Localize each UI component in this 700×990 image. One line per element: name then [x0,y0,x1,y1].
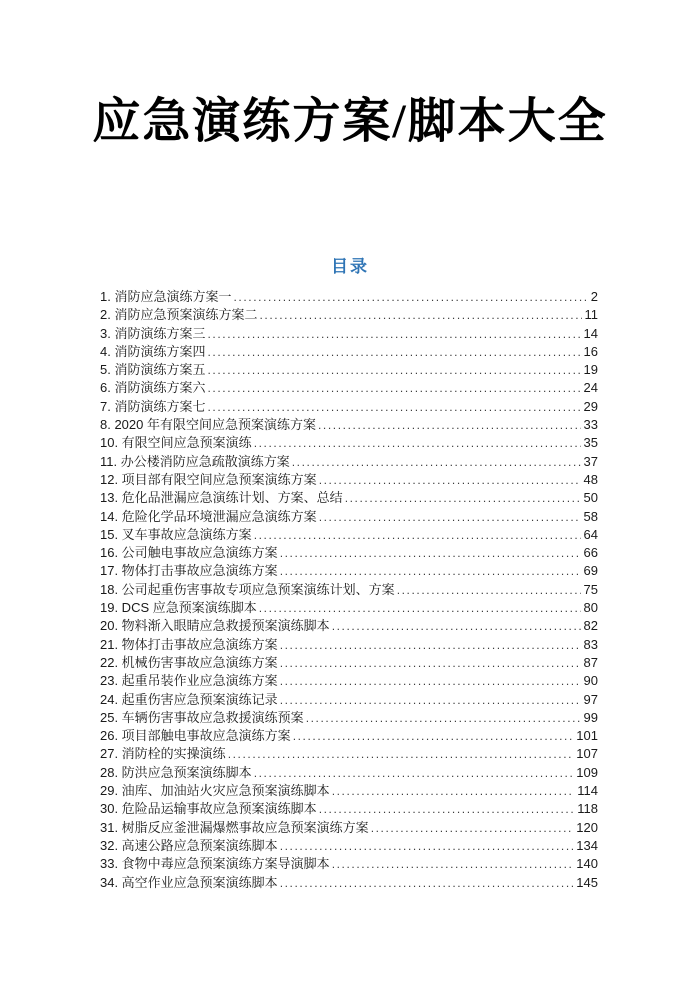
toc-item[interactable] [100,361,598,379]
toc-item[interactable] [100,434,598,452]
toc-item-label: 32. 高速公路应急预案演练脚本 [100,837,278,853]
toc-heading: 目录 [331,257,369,276]
toc-leader-dots [259,306,581,324]
toc-item-label: 17. 物体打击事故应急演练方案 [100,563,278,579]
toc-item[interactable] [100,325,598,343]
toc-item[interactable] [100,508,598,526]
toc-item[interactable] [100,617,598,635]
toc-leader-dots [254,434,581,452]
toc-page-number: 83 [583,636,598,652]
toc-item[interactable] [100,544,598,562]
toc-leader-dots [280,691,581,709]
toc-page-number: 19 [583,362,598,378]
toc-item[interactable] [100,800,598,818]
toc-item[interactable] [100,581,598,599]
toc-item[interactable] [100,562,598,580]
toc-page-number: 50 [583,490,598,506]
toc-leader-dots [280,672,581,690]
toc-item-label: 34. 高空作业应急预案演练脚本 [100,874,278,890]
toc-item[interactable] [100,782,598,800]
toc-leader-dots [207,379,580,397]
toc-item[interactable] [100,398,598,416]
toc-leader-dots [280,636,581,654]
toc-item[interactable] [100,837,598,855]
toc-item[interactable] [100,874,598,892]
toc-page-number: 29 [583,398,598,414]
toc-leader-dots [319,800,575,818]
toc-page-number: 75 [583,581,598,597]
toc-item[interactable] [100,819,598,837]
toc-item-label: 6. 消防演练方案六 [100,380,206,396]
toc-item-label: 21. 物体打击事故应急演练方案 [100,636,278,652]
toc-page-number: 33 [583,417,598,433]
toc-page-number: 90 [583,673,598,689]
toc-item-label: 13. 危化品泄漏应急演练计划、方案、总结 [100,490,343,506]
toc-item[interactable] [100,745,598,763]
toc-item-label: 3. 消防演练方案三 [100,325,206,341]
toc-page-number: 24 [583,380,598,396]
toc-leader-dots [254,764,574,782]
toc-item[interactable] [100,654,598,672]
toc-item[interactable] [100,453,598,471]
toc-page-number: 97 [583,691,598,707]
toc-leader-dots [207,398,580,416]
toc-page-number: 58 [583,508,598,524]
toc-item-label: 1. 消防应急演练方案一 [100,289,232,304]
toc-page-number: 87 [583,654,598,670]
toc-item-label: 14. 危险化学品环境泄漏应急演练方案 [100,508,317,524]
toc-item-label: 12. 项目部有限空间应急预案演练方案 [100,471,317,487]
toc-item-label: 29. 油库、加油站火灾应急预案演练脚本 [100,783,330,799]
toc-page-number: 140 [576,856,598,872]
toc-page-number: 66 [583,545,598,561]
toc-leader-dots [254,526,581,544]
toc-page-number: 109 [576,764,598,780]
toc-item-label: 28. 防洪应急预案演练脚本 [100,764,252,780]
toc-item[interactable] [100,727,598,745]
toc-item[interactable] [100,526,598,544]
toc-item-label: 10. 有限空间应急预案演练 [100,435,252,451]
toc-page-number: 118 [577,801,598,817]
toc-leader-dots [207,343,580,361]
toc-leader-dots [280,654,581,672]
toc-item-label: 4. 消防演练方案四 [100,343,206,359]
toc-leader-dots [207,361,580,379]
toc-page-number: 114 [577,783,598,799]
toc-item[interactable] [100,691,598,709]
toc-item-label: 30. 危险品运输事故应急预案演练脚本 [100,801,317,817]
toc-item-label: 20. 物料渐入眼睛应急救援预案演练脚本 [100,618,330,634]
toc-leader-dots [332,617,581,635]
toc-leader-dots [207,325,580,343]
toc-page-number: 11 [584,307,598,323]
toc-item-label: 19. DCS 应急预案演练脚本 [100,600,257,616]
toc-leader-dots [280,874,574,892]
toc-item-label: 33. 食物中毒应急预案演练方案导演脚本 [100,856,330,872]
toc-item[interactable] [100,709,598,727]
document-page [0,92,700,990]
toc-item-label: 11. 办公楼消防应急疏散演练方案 [100,453,290,469]
toc-leader-dots [306,709,581,727]
toc-item[interactable] [100,471,598,489]
toc-item-label: 16. 公司触电事故应急演练方案 [100,545,278,561]
toc-page-number: 107 [576,746,598,762]
toc-leader-dots [292,453,581,471]
toc-item-label: 7. 消防演练方案七 [100,398,206,414]
toc-item[interactable] [100,343,598,361]
toc-item-label: 2. 消防应急预案演练方案二 [100,307,258,323]
toc-item[interactable] [100,855,598,873]
toc-page-number: 69 [583,563,598,579]
toc-leader-dots [319,508,581,526]
toc-item-label: 25. 车辆伤害事故应急救援演练预案 [100,709,304,725]
toc-leader-dots [233,288,587,306]
toc-item-label: 27. 消防栓的实操演练 [100,746,226,762]
toc-item[interactable] [100,636,598,654]
toc-item[interactable] [100,764,598,782]
toc-item-label: 23. 起重吊装作业应急演练方案 [100,673,278,689]
toc-page-number: 134 [576,837,598,853]
toc-leader-dots [319,471,581,489]
toc-page-number: 37 [583,453,598,469]
toc-leader-dots [293,727,574,745]
toc-item-label: 31. 树脂反应釜泄漏爆燃事故应急预案演练方案 [100,819,369,835]
toc-leader-dots [345,489,581,507]
toc-page-number: 120 [576,819,598,835]
toc-item[interactable] [100,416,598,434]
toc-page-number: 101 [576,728,598,744]
toc-page-number: 16 [583,343,598,359]
toc-page-number: 64 [583,526,598,542]
document-title: 应急演练方案/脚本大全 [92,95,608,148]
toc-page-number: 145 [576,874,598,890]
toc-leader-dots [228,745,574,763]
toc-leader-dots [332,782,575,800]
toc-item[interactable] [100,288,598,306]
toc-page-number: 14 [583,325,598,341]
toc-leader-dots [280,544,581,562]
toc-page-number: 82 [583,618,598,634]
toc-item[interactable] [100,672,598,690]
toc-page-number: 2 [590,289,598,304]
toc-item-label: 22. 机械伤害事故应急演练方案 [100,654,278,670]
toc-page-number: 48 [583,471,598,487]
toc-leader-dots [280,562,581,580]
toc-leader-dots [318,416,581,434]
toc-leader-dots [280,837,574,855]
toc-item-label: 15. 叉车事故应急演练方案 [100,526,252,542]
toc-item[interactable] [100,306,598,324]
toc-item-label: 24. 起重伤害应急预案演练记录 [100,691,278,707]
toc-item-label: 5. 消防演练方案五 [100,362,206,378]
toc-leader-dots [259,599,581,617]
toc-item-label: 8. 2020 年有限空间应急预案演练方案 [100,417,316,433]
toc-leader-dots [332,855,574,873]
toc-item[interactable] [100,489,598,507]
toc-page-number: 80 [583,600,598,616]
toc-leader-dots [397,581,581,599]
toc-page-number: 35 [583,435,598,451]
toc-list [0,288,700,892]
toc-item[interactable] [100,599,598,617]
toc-page-number: 99 [583,709,598,725]
toc-item[interactable] [100,379,598,397]
toc-item-label: 18. 公司起重伤害事故专项应急预案演练计划、方案 [100,581,395,597]
toc-leader-dots [371,819,574,837]
toc-item-label: 26. 项目部触电事故应急演练方案 [100,728,291,744]
